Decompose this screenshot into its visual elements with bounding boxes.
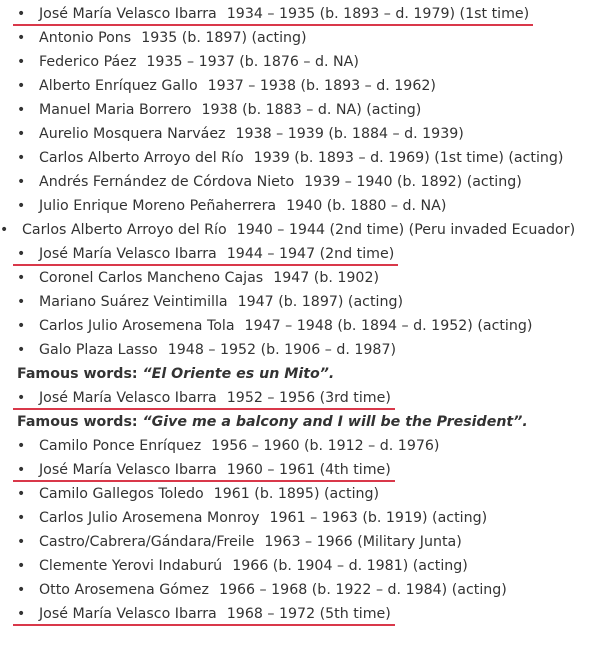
list-item: [0, 74, 614, 98]
bullet-icon: •: [17, 534, 26, 550]
president-name: Andrés Fernández de Córdova Nieto: [39, 174, 295, 190]
term-detail: 1938 – 1939 (b. 1884 – d. 1939): [235, 126, 464, 142]
president-name: Antonio Pons: [39, 30, 132, 46]
term-detail: 1947 (b. 1897) (acting): [237, 294, 403, 310]
famous-words-quote: “Give me a balcony and I will be the President”.: [142, 414, 528, 430]
term-detail: 1968 – 1972 (5th time): [226, 606, 391, 622]
list-item: [0, 218, 614, 242]
bullet-icon: •: [17, 510, 26, 526]
term-detail: 1940 – 1944 (2nd time) (Peru invaded Ecuador): [236, 222, 576, 238]
bullet-icon: •: [17, 582, 26, 598]
famous-words-label: Famous words:: [17, 366, 143, 382]
bullet-icon: •: [17, 198, 26, 214]
bullet-icon: •: [17, 342, 26, 358]
term-detail: 1947 (b. 1902): [273, 270, 380, 286]
list-item: [0, 434, 614, 458]
term-detail: 1960 – 1961 (4th time): [226, 462, 391, 478]
president-name: José María Velasco Ibarra: [39, 6, 217, 22]
president-name: Carlos Julio Arosemena Tola: [39, 318, 235, 334]
highlight-underline: [13, 408, 395, 410]
list-item: [0, 290, 614, 314]
president-name: Camilo Ponce Enríquez: [39, 438, 202, 454]
highlight-underline: [13, 624, 395, 626]
bullet-icon: •: [17, 246, 26, 262]
president-name: Alberto Enríquez Gallo: [39, 78, 198, 94]
president-name: Castro/Cabrera/Gándara/Freile: [39, 534, 255, 550]
list-item: [0, 122, 614, 146]
term-detail: 1935 (b. 1897) (acting): [141, 30, 307, 46]
bullet-icon: •: [17, 174, 26, 190]
bullet-icon: •: [0, 222, 9, 238]
list-item: [0, 482, 614, 506]
bullet-icon: •: [17, 438, 26, 454]
term-detail: 1939 – 1940 (b. 1892) (acting): [304, 174, 522, 190]
president-name: Carlos Alberto Arroyo del Río: [22, 222, 227, 238]
list-item: [0, 530, 614, 554]
president-name: Aurelio Mosquera Narváez: [39, 126, 226, 142]
list-item: [0, 170, 614, 194]
list-item: [0, 26, 614, 50]
list-item-highlighted: [0, 602, 614, 626]
president-name: Carlos Alberto Arroyo del Río: [39, 150, 244, 166]
president-name: José María Velasco Ibarra: [39, 462, 217, 478]
bullet-icon: •: [17, 126, 26, 142]
term-detail: 1937 – 1938 (b. 1893 – d. 1962): [207, 78, 436, 94]
famous-words: [0, 362, 614, 386]
president-name: Camilo Gallegos Toledo: [39, 486, 204, 502]
term-detail: 1934 – 1935 (b. 1893 – d. 1979) (1st time): [226, 6, 530, 22]
term-detail: 1963 – 1966 (Military Junta): [264, 534, 462, 550]
list-item: [0, 314, 614, 338]
list-item-highlighted: [0, 242, 614, 266]
term-detail: 1947 – 1948 (b. 1894 – d. 1952) (acting): [244, 318, 533, 334]
term-detail: 1938 (b. 1883 – d. NA) (acting): [201, 102, 422, 118]
list-item-highlighted: [0, 386, 614, 410]
bullet-icon: •: [17, 270, 26, 286]
bullet-icon: •: [17, 294, 26, 310]
famous-words-quote: “El Oriente es un Mito”.: [142, 366, 335, 382]
list-item: [0, 578, 614, 602]
bullet-icon: •: [17, 6, 26, 22]
term-detail: 1961 (b. 1895) (acting): [213, 486, 380, 502]
bullet-icon: •: [17, 78, 26, 94]
list-item: [0, 338, 614, 362]
term-detail: 1966 (b. 1904 – d. 1981) (acting): [232, 558, 468, 574]
bullet-icon: •: [17, 486, 26, 502]
bullet-icon: •: [17, 318, 26, 334]
bullet-icon: •: [17, 54, 26, 70]
president-name: Carlos Julio Arosemena Monroy: [39, 510, 260, 526]
term-detail: 1939 (b. 1893 – d. 1969) (1st time) (acting): [253, 150, 564, 166]
president-name: Mariano Suárez Veintimilla: [39, 294, 228, 310]
list-item: [0, 266, 614, 290]
famous-words-label: Famous words:: [17, 414, 143, 430]
list-item: [0, 98, 614, 122]
bullet-icon: •: [17, 390, 26, 406]
bullet-icon: •: [17, 462, 26, 478]
president-name: Manuel Maria Borrero: [39, 102, 192, 118]
term-detail: 1956 – 1960 (b. 1912 – d. 1976): [211, 438, 440, 454]
list-item: [0, 146, 614, 170]
president-name: José María Velasco Ibarra: [39, 390, 217, 406]
list-item: [0, 554, 614, 578]
term-detail: 1940 (b. 1880 – d. NA): [286, 198, 447, 214]
term-detail: 1935 – 1937 (b. 1876 – d. NA): [146, 54, 359, 70]
famous-words: [0, 410, 614, 434]
president-name: Coronel Carlos Mancheno Cajas: [39, 270, 264, 286]
president-name: José María Velasco Ibarra: [39, 606, 217, 622]
president-name: José María Velasco Ibarra: [39, 246, 217, 262]
bullet-icon: •: [17, 102, 26, 118]
president-name: Clemente Yerovi Indaburú: [39, 558, 223, 574]
list-item: [0, 506, 614, 530]
bullet-icon: •: [17, 558, 26, 574]
bullet-icon: •: [17, 606, 26, 622]
term-detail: 1966 – 1968 (b. 1922 – d. 1984) (acting): [218, 582, 507, 598]
list-item-highlighted: [0, 2, 614, 26]
president-name: Galo Plaza Lasso: [39, 342, 158, 358]
president-name: Julio Enrique Moreno Peñaherrera: [39, 198, 277, 214]
bullet-icon: •: [17, 30, 26, 46]
bullet-icon: •: [17, 150, 26, 166]
list-item-highlighted: [0, 458, 614, 482]
list-item: [0, 194, 614, 218]
term-detail: 1961 – 1963 (b. 1919) (acting): [269, 510, 488, 526]
president-name: Otto Arosemena Gómez: [39, 582, 209, 598]
list-item: [0, 50, 614, 74]
term-detail: 1944 – 1947 (2nd time): [226, 246, 395, 262]
president-name: Federico Páez: [39, 54, 137, 70]
term-detail: 1948 – 1952 (b. 1906 – d. 1987): [167, 342, 397, 358]
term-detail: 1952 – 1956 (3rd time): [226, 390, 391, 406]
